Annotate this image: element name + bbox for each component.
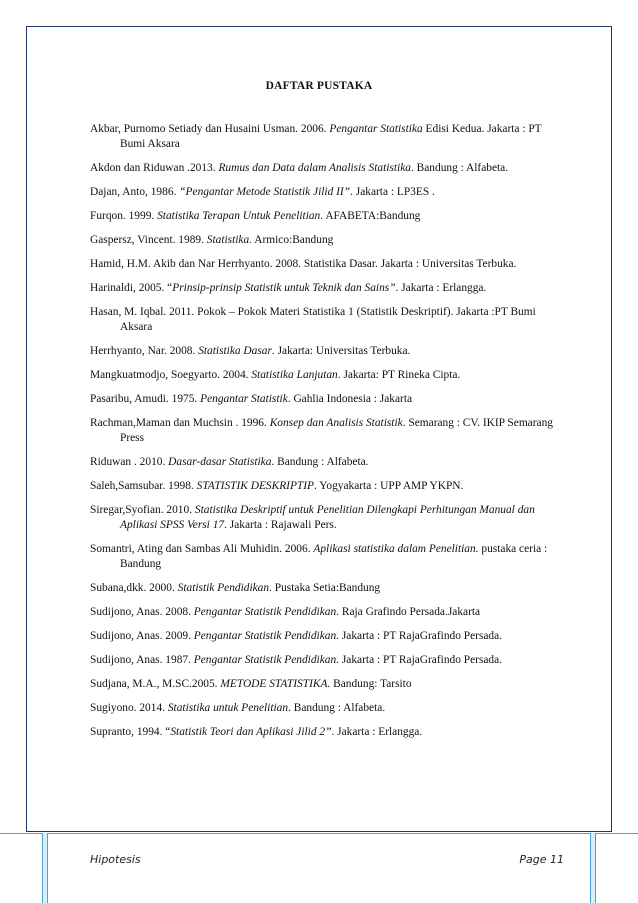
reference-publisher: . Bandung : Alfabeta. <box>271 456 369 468</box>
reference-title: Konsep dan Analisis Statistik <box>269 417 403 429</box>
reference-title: Rumus dan Data dalam Analisis Statistika <box>218 162 411 174</box>
reference-text: Gaspersz, Vincent. 1989. <box>90 234 207 246</box>
reference-publisher: . Jakarta: Universitas Terbuka. <box>271 345 411 357</box>
reference-title: Statistika Deskriptif untuk Penelitian Dilengkapi Perhitungan Manual dan Aplikasi SPSS Versi 17 <box>120 504 535 531</box>
reference-entry <box>90 479 560 494</box>
reference-entry <box>90 653 560 668</box>
reference-text: Sudjana, M.A., M.SC.2005. <box>90 678 221 690</box>
reference-publisher: . AFABETA:Bandung <box>320 210 421 222</box>
reference-title: Statistika untuk Penelitian <box>167 702 289 714</box>
reference-entry <box>90 209 560 224</box>
reference-title: “Pengantar Metode Statistik Jilid II” <box>179 186 351 198</box>
reference-title: Statistika Lanjutan <box>251 369 338 381</box>
reference-title: Aplikasi statistika dalam Penelitian. <box>313 543 479 555</box>
reference-publisher: . Semarang : CV. IKIP Semarang Press <box>120 417 553 444</box>
reference-publisher: pustaka ceria : Bandung <box>120 543 548 570</box>
reference-text: Somantri, Ating dan Sambas Ali Muhidin. 2006. <box>90 543 314 555</box>
reference-title: Statistika. <box>206 234 253 246</box>
reference-entry <box>90 185 560 200</box>
reference-title: Pengantar Statistik <box>200 393 288 405</box>
reference-publisher: . Bandung : Alfabeta. <box>288 702 386 714</box>
reference-title: Pengantar Statistik Pendidikan <box>193 654 337 666</box>
reference-title: Statistika Terapan Untuk Penelitian <box>157 210 321 222</box>
reference-entry <box>90 344 560 359</box>
reference-text: Subana,dkk. 2000. <box>90 582 178 594</box>
reference-publisher: . Jakarta : Erlangga. <box>331 726 423 738</box>
reference-title: Statistik Teori dan Aplikasi Jilid 2” <box>170 726 332 738</box>
reference-entry <box>90 368 560 383</box>
reference-entry <box>90 392 560 407</box>
reference-text: Supranto, 1994. “ <box>90 726 171 738</box>
reference-title: Pengantar Statistik Pendidikan <box>193 606 337 618</box>
reference-text: Saleh,Samsubar. 1998. <box>90 480 197 492</box>
reference-publisher: . Pustaka Setia:Bandung <box>269 582 381 594</box>
reference-entry <box>90 629 560 644</box>
reference-publisher: Bandung: Tarsito <box>330 678 412 690</box>
reference-text: Akdon dan Riduwan .2013. <box>90 162 219 174</box>
page-title: DAFTAR PUSTAKA <box>265 80 373 92</box>
reference-text: Sudijono, Anas. 1987. <box>90 654 194 666</box>
reference-list <box>90 122 560 749</box>
footer-page-number: Page 11 <box>519 853 564 866</box>
reference-entry <box>90 281 560 296</box>
reference-publisher: . Raja Grafindo Persada.Jakarta <box>336 606 481 618</box>
footer-document-title: Hipotesis <box>90 853 141 866</box>
reference-publisher: . Jakarta : Erlangga. <box>395 282 487 294</box>
reference-text: Mangkuatmodjo, Soegyarto. 2004. <box>90 369 252 381</box>
reference-entry <box>90 581 560 596</box>
reference-title: STATISTIK DESKRIPTIP <box>196 480 315 492</box>
reference-entry <box>90 542 560 572</box>
reference-entry <box>90 233 560 248</box>
reference-entry <box>90 605 560 620</box>
reference-publisher: . Jakarta : LP3ES . <box>350 186 435 198</box>
reference-title: METODE STATISTIKA. <box>220 678 331 690</box>
reference-text: Riduwan . 2010. <box>90 456 169 468</box>
reference-text: Rachman,Maman dan Muchsin . 1996. <box>90 417 270 429</box>
reference-entry <box>90 122 560 152</box>
reference-entry <box>90 677 560 692</box>
reference-text: Dajan, Anto, 1986. <box>90 186 180 198</box>
reference-publisher: . Yogyakarta : UPP AMP YKPN. <box>314 480 464 492</box>
reference-title: Pengantar Statistik Pendidikan <box>193 630 337 642</box>
reference-publisher: . Bandung : Alfabeta. <box>410 162 509 174</box>
reference-text: Sudijono, Anas. 2009. <box>90 630 194 642</box>
reference-entry <box>90 725 560 740</box>
reference-entry <box>90 257 560 272</box>
reference-entry <box>90 305 560 335</box>
reference-text: Hamid, H.M. Akib dan Nar Herrhyanto. 2008. Statistika Dasar. Jakarta : Universitas Terbuka. <box>90 258 517 270</box>
reference-publisher: . Jakarta : PT RajaGrafindo Persada. <box>336 654 503 666</box>
reference-title: Prinsip-prinsip Statistik untuk Teknik dan Sains” <box>172 282 396 294</box>
reference-publisher: . Jakarta : PT RajaGrafindo Persada. <box>336 630 503 642</box>
reference-publisher: . Jakarta : Rajawali Pers. <box>224 519 337 531</box>
footer-right-bar <box>590 833 596 903</box>
reference-entry <box>90 455 560 470</box>
reference-title: Statistika Dasar <box>198 345 272 357</box>
reference-text: Hasan, M. Iqbal. 2011. Pokok – Pokok Materi Statistika 1 (Statistik Deskriptif). Jakarta :PT Bumi Aksara <box>90 306 536 333</box>
reference-text: Sugiyono. 2014. <box>90 702 168 714</box>
reference-title: Dasar-dasar Statistika <box>168 456 272 468</box>
reference-entry <box>90 503 560 533</box>
reference-text: Furqon. 1999. <box>90 210 158 222</box>
reference-text: Pasaribu, Amudi. 1975. <box>90 393 201 405</box>
reference-publisher: . Jakarta: PT Rineka Cipta. <box>337 369 461 381</box>
reference-entry <box>90 416 560 446</box>
reference-entry <box>90 701 560 716</box>
footer-rule <box>0 833 638 834</box>
reference-publisher: . Gahlia Indonesia : Jakarta <box>287 393 413 405</box>
footer-left-bar <box>42 833 48 903</box>
reference-text: Herrhyanto, Nar. 2008. <box>90 345 199 357</box>
reference-text: Siregar,Syofian. 2010. <box>90 504 195 516</box>
reference-title: Statistik Pendidikan <box>177 582 270 594</box>
reference-publisher: Armico:Bandung <box>252 234 334 246</box>
reference-title: Pengantar Statistika <box>329 123 423 135</box>
reference-text: Akbar, Purnomo Setiady dan Husaini Usman. 2006. <box>90 123 330 135</box>
reference-text: Sudijono, Anas. 2008. <box>90 606 194 618</box>
reference-text: Harinaldi, 2005. “ <box>90 282 173 294</box>
reference-entry <box>90 161 560 176</box>
reference-publisher: Edisi Kedua. Jakarta : PT Bumi Aksara <box>120 123 542 150</box>
